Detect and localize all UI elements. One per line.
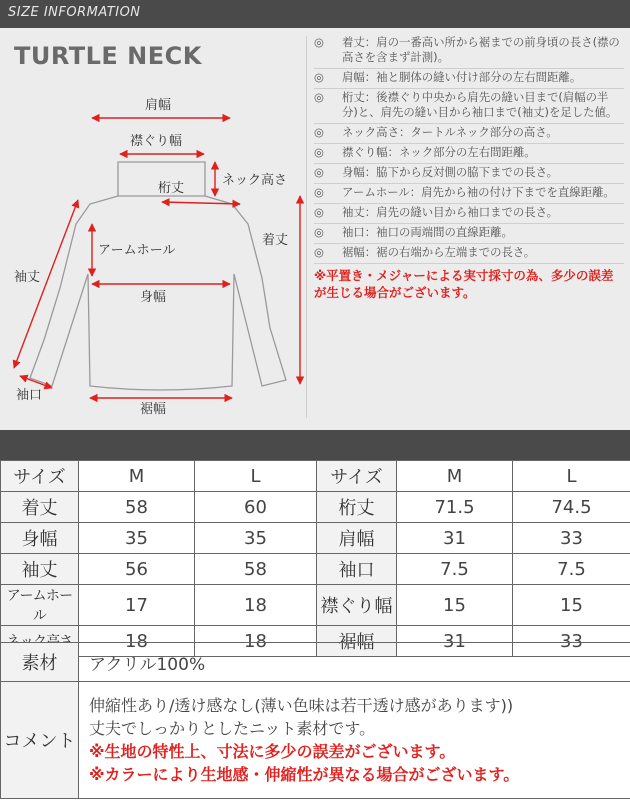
cell-value: 56 <box>79 554 195 585</box>
comment-label: コメント <box>1 682 79 799</box>
note-item: ◎ 肩幅：袖と胴体の縫い付け部分の左右間距離。 <box>314 69 624 89</box>
header-cell-m: M <box>397 461 513 492</box>
comment-body <box>79 682 630 799</box>
label-neck-height: ネック高さ <box>222 173 288 188</box>
note-item: ◎ 裾幅：裾の右端から左端までの長さ。 <box>314 244 624 264</box>
table-row <box>1 492 630 523</box>
header-cell-size: サイズ <box>317 461 397 492</box>
cell-value: 15 <box>397 585 513 626</box>
row-label: 肩幅 <box>317 523 397 554</box>
cell-value: 17 <box>79 585 195 626</box>
material-row <box>1 643 630 682</box>
note-item: ◎ 身幅：脇下から反対側の脇下までの長さ。 <box>314 164 624 184</box>
notes-warning: ※平置き・メジャーによる実寸採寸の為、多少の誤差が生じる場合がございます。 <box>314 268 614 300</box>
note-item: ◎ 襟ぐり幅：ネック部分の左右間距離。 <box>314 144 624 164</box>
row-label: 袖口 <box>317 554 397 585</box>
header-label: SIZE INFORMATION <box>8 5 141 20</box>
note-item: ◎ ネック高さ：タートルネック部分の高さ。 <box>314 124 624 144</box>
note-item: ◎ アームホール：肩先から袖の付け下までを直線距離。 <box>314 184 624 204</box>
comment-line: 伸縮性あり/透け感なし(薄い色味は若干透け感があります)) <box>89 696 514 715</box>
cell-value: 35 <box>195 523 317 554</box>
note-item: ◎ 桁丈：後襟ぐり中央から肩先の縫い目まで(肩幅の半分)と、肩先の縫い目から袖口まで(袖丈)を足した値。 <box>314 89 624 124</box>
label-shoulder-width: 肩幅 <box>145 98 172 113</box>
cell-value: 58 <box>79 492 195 523</box>
row-label: 襟ぐり幅 <box>317 585 397 626</box>
label-chest-width: 身幅 <box>140 290 167 305</box>
panel-divider <box>306 36 307 418</box>
table-row <box>1 554 630 585</box>
cell-value: 15 <box>513 585 630 626</box>
sweater-outline <box>30 162 289 390</box>
note-item: ◎ 袖丈：肩先の縫い目から袖口までの長さ。 <box>314 204 624 224</box>
cell-value: 33 <box>513 523 630 554</box>
row-label: 袖丈 <box>1 554 79 585</box>
note-item: ◎ 袖口：袖口の両端間の直線距離。 <box>314 224 624 244</box>
cell-value: 74.5 <box>513 492 630 523</box>
label-armhole: アームホール <box>98 243 176 258</box>
cell-value: 60 <box>195 492 317 523</box>
comment-line: 丈夫でしっかりとしたニット素材です。 <box>89 719 376 738</box>
material-value: アクリル100% <box>79 643 630 682</box>
product-info-table <box>0 642 630 799</box>
header-cell-m: M <box>79 461 195 492</box>
label-total-length: 着丈 <box>262 233 289 248</box>
label-cuff: 袖口 <box>16 388 43 403</box>
comment-warning: ※生地の特性上、寸法に多少の誤差がございます。 <box>89 742 456 761</box>
row-label: 着丈 <box>1 492 79 523</box>
row-label: 裾幅 <box>317 626 397 657</box>
header-cell-l: L <box>195 461 317 492</box>
comment-warning: ※カラーにより生地感・伸縮性が異なる場合がございます。 <box>89 765 520 784</box>
label-sleeve-length: 桁丈 <box>158 181 185 196</box>
label-sleeve: 袖丈 <box>14 270 41 285</box>
size-guide-panel <box>0 28 630 430</box>
table-row <box>1 585 630 626</box>
measurement-notes <box>314 34 624 304</box>
cell-value: 35 <box>79 523 195 554</box>
label-hem-width: 裾幅 <box>140 402 167 417</box>
cell-value: 7.5 <box>513 554 630 585</box>
row-label: 桁丈 <box>317 492 397 523</box>
cell-value: 18 <box>195 626 317 657</box>
cell-value: 58 <box>195 554 317 585</box>
material-label: 素材 <box>1 643 79 682</box>
garment-diagram <box>0 28 306 430</box>
header-cell-size: サイズ <box>1 461 79 492</box>
header-bar <box>0 0 630 28</box>
cell-value: 33 <box>513 626 630 657</box>
note-item: ◎ 着丈：肩の一番高い所から裾までの前身頃の長さ(襟の高さを含まず計測)。 <box>314 34 624 69</box>
label-neck-width: 襟ぐり幅 <box>130 134 183 149</box>
header-cell-l: L <box>513 461 630 492</box>
table-header-row <box>1 461 630 492</box>
row-label: アームホール <box>1 585 79 626</box>
section-separator <box>0 430 630 460</box>
cell-value: 18 <box>79 626 195 657</box>
size-table <box>0 460 630 657</box>
cell-value: 31 <box>397 626 513 657</box>
comment-row <box>1 682 630 799</box>
product-title: TURTLE NECK <box>14 42 202 70</box>
cell-value: 18 <box>195 585 317 626</box>
cell-value: 7.5 <box>397 554 513 585</box>
cell-value: 31 <box>397 523 513 554</box>
row-label: 身幅 <box>1 523 79 554</box>
cell-value: 71.5 <box>397 492 513 523</box>
table-row <box>1 523 630 554</box>
